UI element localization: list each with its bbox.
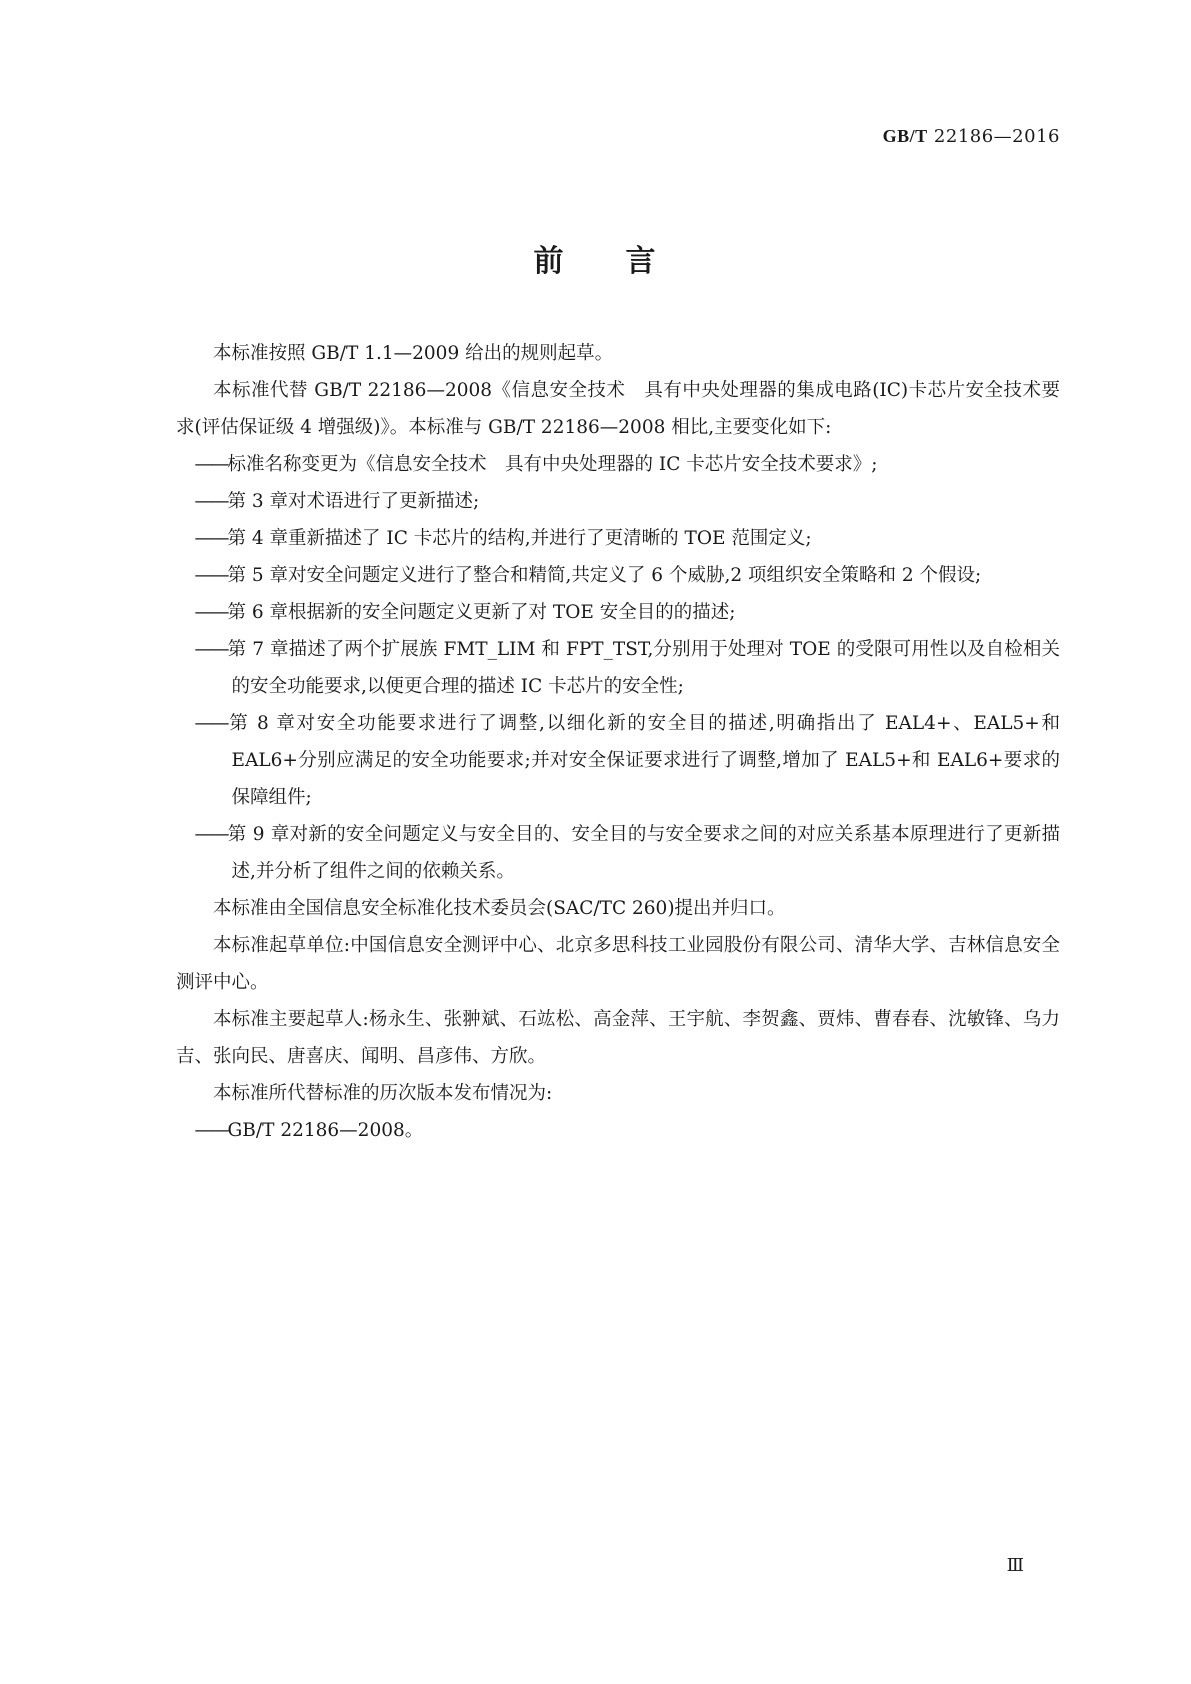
paragraph-drafting-units: 本标准起草单位:中国信息安全测评中心、北京多思科技工业园股份有限公司、清华大学、吉林信息安全测评中心。 [176, 935, 1060, 993]
dash-mark: —— [194, 528, 228, 549]
change-item [176, 557, 1060, 594]
title-char-2: 言 [625, 244, 658, 279]
standard-code-header [883, 126, 1060, 147]
page-title [0, 236, 1191, 280]
previous-edition-text: GB/T 22186—2008。 [227, 1120, 424, 1141]
dash-mark: —— [194, 1120, 228, 1141]
change-item-text: 标准名称变更为《信息安全技术 具有中央处理器的 IC 卡芯片安全技术要求》; [227, 454, 878, 475]
change-item-text: 第 6 章根据新的安全问题定义更新了对 TOE 安全目的的描述; [227, 602, 736, 623]
title-char-1: 前 [533, 244, 566, 279]
change-item [176, 705, 1060, 816]
standard-prefix: GB/T [882, 126, 928, 146]
change-item-text: 第 4 章重新描述了 IC 卡芯片的结构,并进行了更清晰的 TOE 范围定义; [227, 528, 812, 549]
change-item [176, 594, 1060, 631]
change-item-text: 第 7 章描述了两个扩展族 FMT_LIM 和 FPT_TST,分别用于处理对 TOE 的受限可用性以及自检相关的安全功能要求,以便更合理的描述 IC 卡芯片的安全性; [227, 639, 1060, 697]
paragraph-drafting-rules: 本标准按照 GB/T 1.1—2009 给出的规则起草。 [213, 343, 614, 364]
dash-mark: —— [194, 491, 228, 512]
paragraph-proposer: 本标准由全国信息安全标准化技术委员会(SAC/TC 260)提出并归口。 [213, 898, 786, 919]
dash-mark: —— [194, 454, 228, 475]
change-item-text: 第 9 章对新的安全问题定义与安全目的、安全目的与安全要求之间的对应关系基本原理进行了更新描述,并分析了组件之间的依赖关系。 [227, 824, 1060, 882]
dash-mark: —— [194, 824, 228, 845]
change-item-text: 第 8 章对安全功能要求进行了调整,以细化新的安全目的描述,明确指出了 EAL4+、EAL5+和 EAL6+分别应满足的安全功能要求;并对安全保证要求进行了调整,增加了 EAL5+和 EAL6+要求的保障组件; [227, 713, 1060, 808]
change-item [176, 816, 1060, 890]
dash-mark: —— [194, 602, 228, 623]
change-item-text: 第 3 章对术语进行了更新描述; [227, 491, 480, 512]
change-item [176, 446, 1060, 483]
dash-mark: —— [194, 639, 228, 660]
dash-mark: —— [194, 565, 228, 586]
dash-mark: —— [194, 713, 228, 734]
page-number: Ⅲ [1006, 1555, 1024, 1575]
paragraph-replacement: 本标准代替 GB/T 22186—2008《信息安全技术 具有中央处理器的集成电路(IC)卡芯片安全技术要求(评估保证级 4 增强级)》。本标准与 GB/T 22186—2008 相比,主要变化如下: [176, 380, 1060, 438]
foreword-body [176, 335, 1060, 1149]
change-item [176, 631, 1060, 705]
previous-edition-item [176, 1112, 1060, 1149]
change-item [176, 483, 1060, 520]
paragraph-drafters: 本标准主要起草人:杨永生、张翀斌、石竑松、高金萍、王宇航、李贺鑫、贾炜、曹春春、沈敏锋、乌力吉、张向民、唐喜庆、闻明、昌彦伟、方欣。 [176, 1009, 1060, 1067]
standard-number: 22186—2016 [933, 126, 1060, 147]
paragraph-previous-editions: 本标准所代替标准的历次版本发布情况为: [213, 1083, 553, 1104]
change-item-text: 第 5 章对安全问题定义进行了整合和精简,共定义了 6 个威胁,2 项组织安全策略和 2 个假设; [227, 565, 982, 586]
change-item [176, 520, 1060, 557]
